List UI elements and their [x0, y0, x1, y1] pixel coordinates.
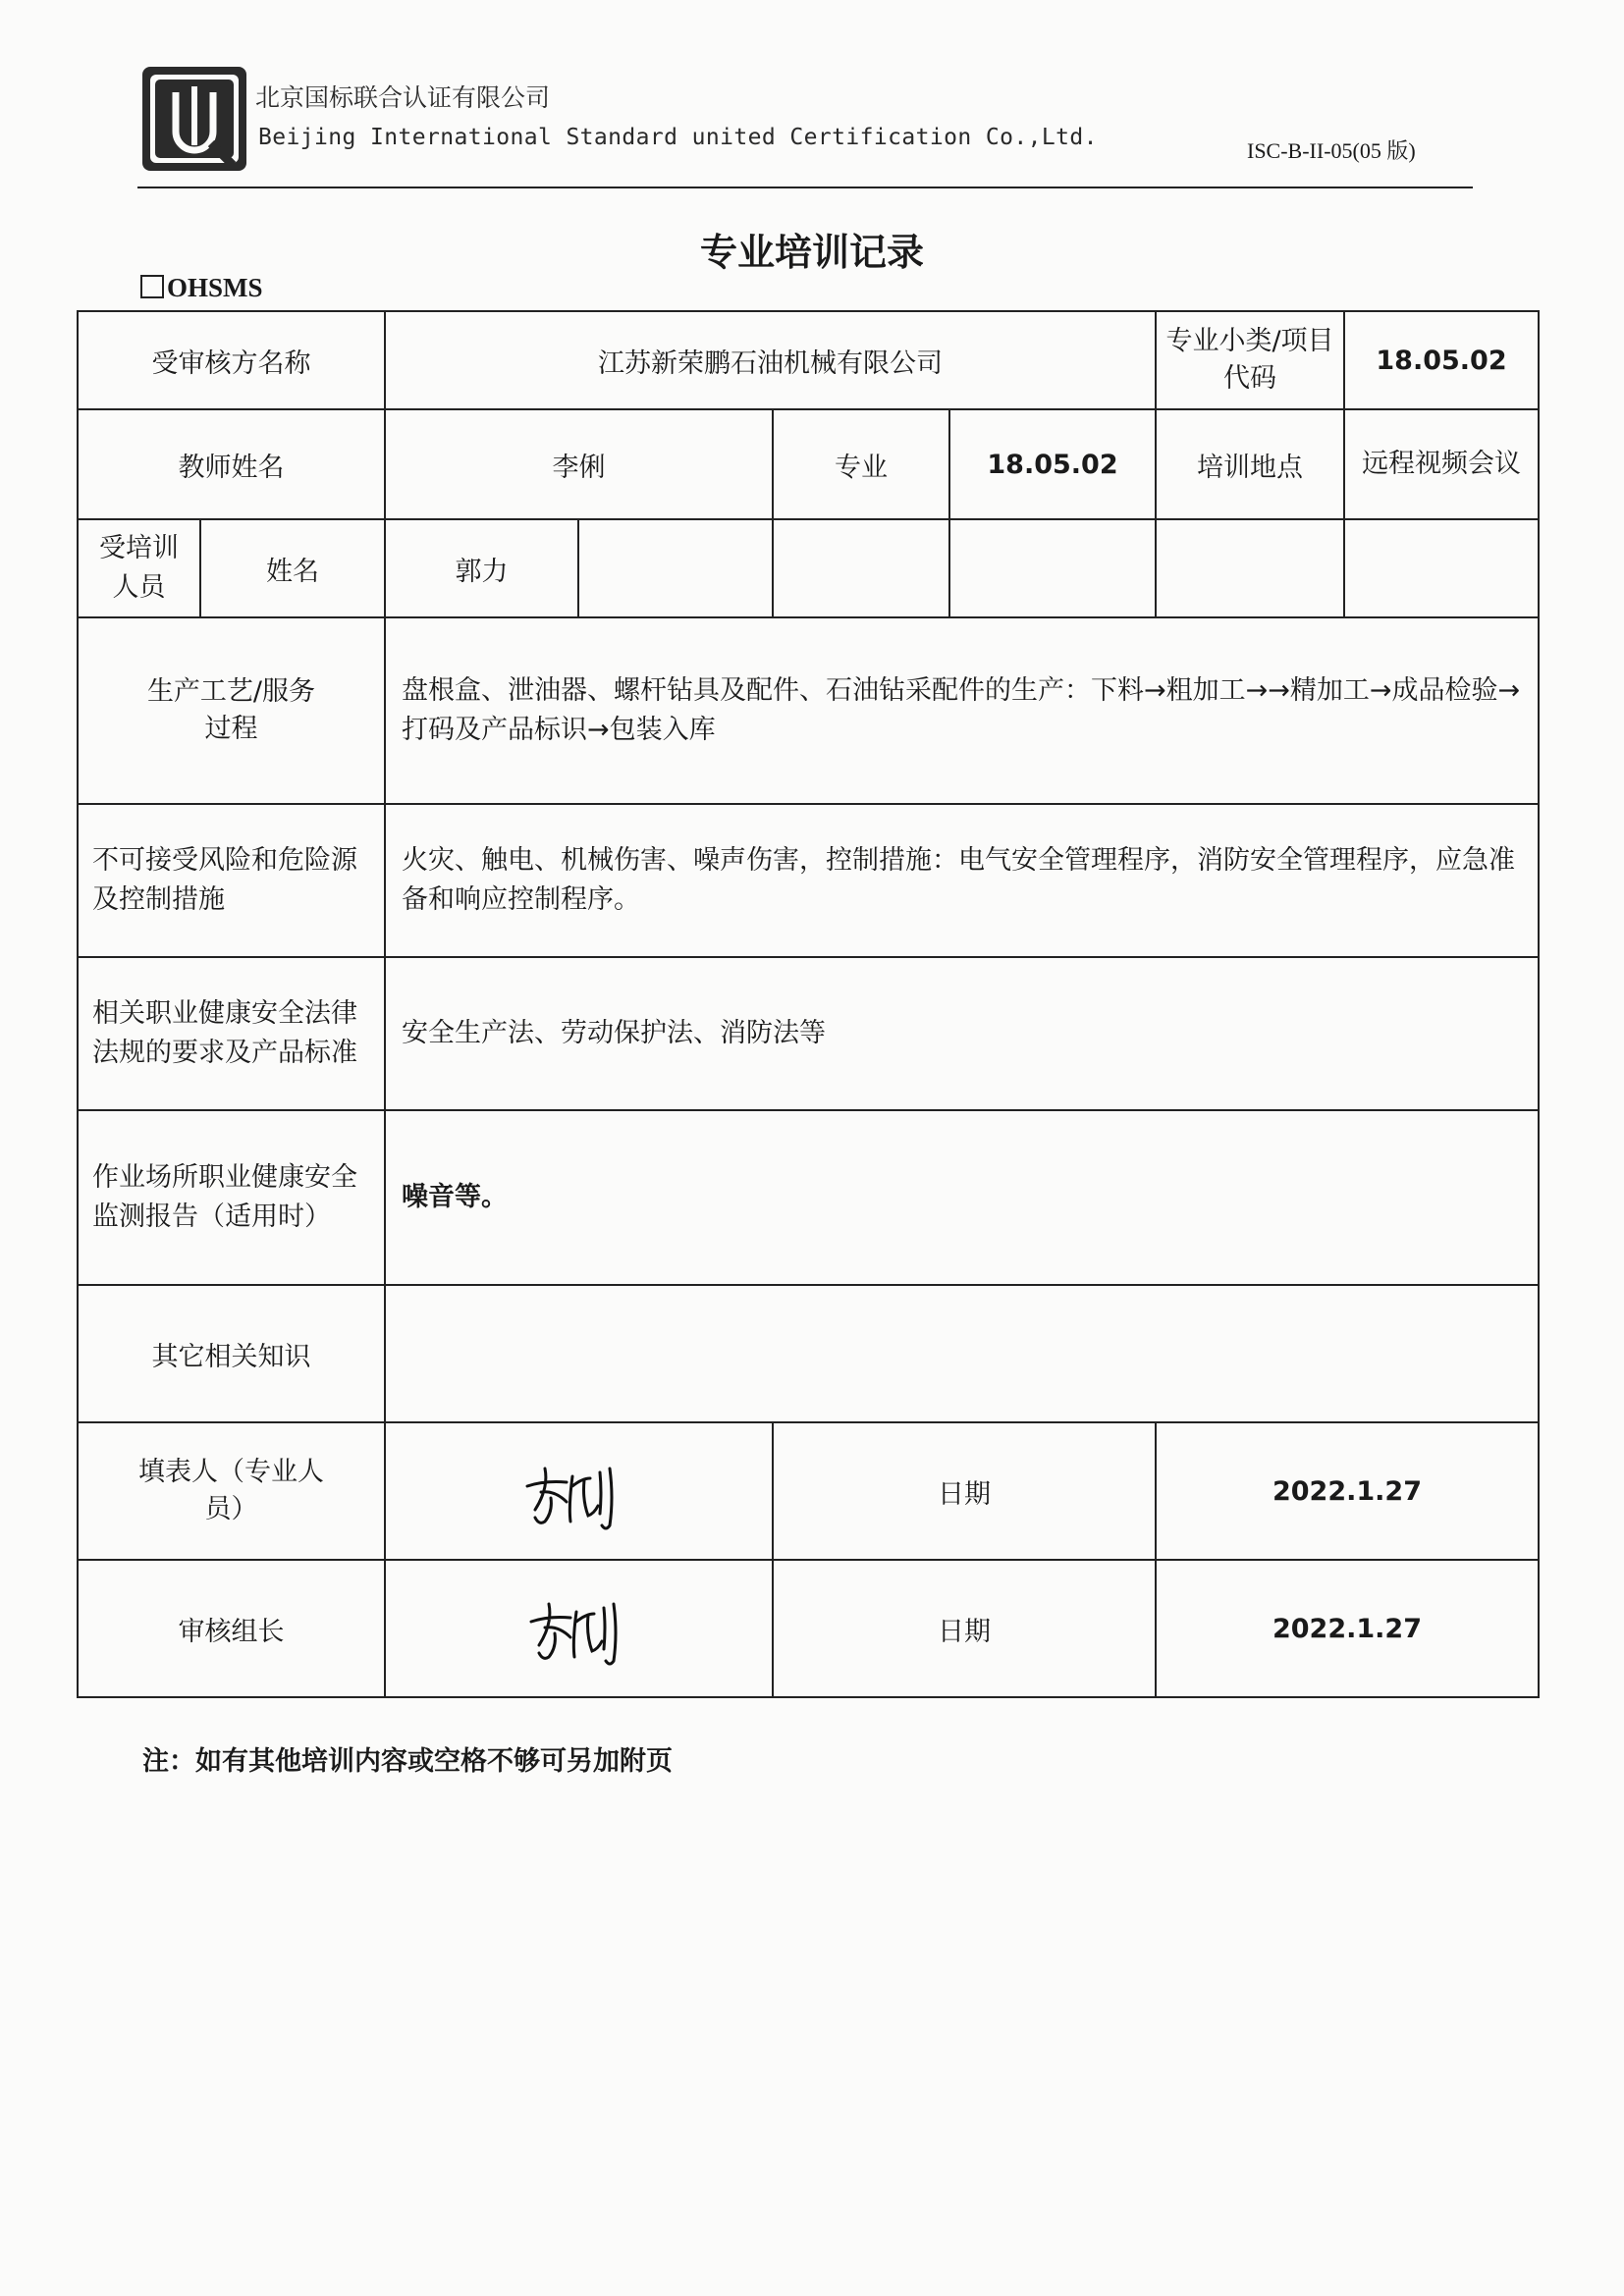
ohsms-checkbox-row[interactable] [140, 273, 263, 303]
auditee-value[interactable]: 江苏新荣鹏石油机械有限公司 [385, 311, 1156, 409]
table-row [78, 1560, 1539, 1697]
leader-date-value[interactable]: 2022.1.27 [1156, 1560, 1539, 1697]
auditee-label: 受审核方名称 [78, 311, 385, 409]
trainee-blank-cell[interactable] [1156, 519, 1344, 617]
company-logo [142, 67, 246, 171]
laws-label: 相关职业健康安全法律法规的要求及产品标准 [78, 957, 385, 1110]
major-label: 专业 [773, 409, 949, 519]
trainee-name-value[interactable]: 郭力 [385, 519, 578, 617]
table-row [78, 617, 1539, 804]
monitor-label: 作业场所职业健康安全监测报告（适用时） [78, 1110, 385, 1285]
risk-label: 不可接受风险和危险源及控制措施 [78, 804, 385, 957]
filler-label: 填表人（专业人员） [78, 1422, 385, 1560]
teacher-value[interactable]: 李俐 [385, 409, 773, 519]
location-label: 培训地点 [1156, 409, 1344, 519]
teacher-label: 教师姓名 [78, 409, 385, 519]
training-record-table [77, 310, 1540, 1698]
filler-date-label: 日期 [773, 1422, 1156, 1560]
monitor-value[interactable]: 噪音等。 [385, 1110, 1539, 1285]
company-name-cn: 北京国标联合认证有限公司 [255, 83, 551, 112]
category-label: 专业小类/项目代码 [1156, 311, 1344, 409]
table-row [78, 957, 1539, 1110]
leader-label: 审核组长 [78, 1560, 385, 1697]
filler-date-value[interactable]: 2022.1.27 [1156, 1422, 1539, 1560]
laws-value[interactable]: 安全生产法、劳动保护法、消防法等 [385, 957, 1539, 1110]
leader-signature[interactable] [385, 1560, 773, 1697]
table-row [78, 1110, 1539, 1285]
trainee-blank-cell[interactable] [578, 519, 773, 617]
trainee-name-label: 姓名 [200, 519, 385, 617]
trainee-blank-cell[interactable] [949, 519, 1156, 617]
category-value[interactable]: 18.05.02 [1344, 311, 1539, 409]
document-title: 专业培训记录 [699, 231, 924, 274]
major-value[interactable]: 18.05.02 [949, 409, 1156, 519]
table-row [78, 519, 1539, 617]
table-row [78, 1285, 1539, 1422]
other-label: 其它相关知识 [78, 1285, 385, 1422]
process-label: 生产工艺/服务过程 [78, 617, 385, 804]
table-row [78, 1422, 1539, 1560]
table-row [78, 409, 1539, 519]
ohsms-label: OHSMS [167, 273, 263, 302]
company-name-en: Beijing International Standard united Certification Co.,Ltd. [258, 125, 1098, 150]
form-code: ISC-B-II-05(05 版) [1247, 138, 1416, 163]
footnote: 注：如有其他培训内容或空格不够可另加附页 [142, 1746, 673, 1777]
table-row [78, 311, 1539, 409]
header-divider [137, 187, 1473, 188]
leader-date-label: 日期 [773, 1560, 1156, 1697]
trainee-label: 受培训人员 [78, 519, 200, 617]
ohsms-checkbox[interactable] [140, 275, 164, 298]
leader-signature-image [515, 1584, 643, 1673]
filler-signature-image [515, 1447, 643, 1535]
other-value[interactable] [385, 1285, 1539, 1422]
location-value[interactable]: 远程视频会议 [1344, 409, 1539, 519]
trainee-blank-cell[interactable] [1344, 519, 1539, 617]
process-value[interactable]: 盘根盒、泄油器、螺杆钻具及配件、石油钻采配件的生产：下料→粗加工→→精加工→成品检验→打码及产品标识→包装入库 [385, 617, 1539, 804]
trainee-blank-cell[interactable] [773, 519, 949, 617]
filler-signature[interactable] [385, 1422, 773, 1560]
risk-value[interactable]: 火灾、触电、机械伤害、噪声伤害，控制措施：电气安全管理程序，消防安全管理程序，应急准备和响应控制程序。 [385, 804, 1539, 957]
table-row [78, 804, 1539, 957]
